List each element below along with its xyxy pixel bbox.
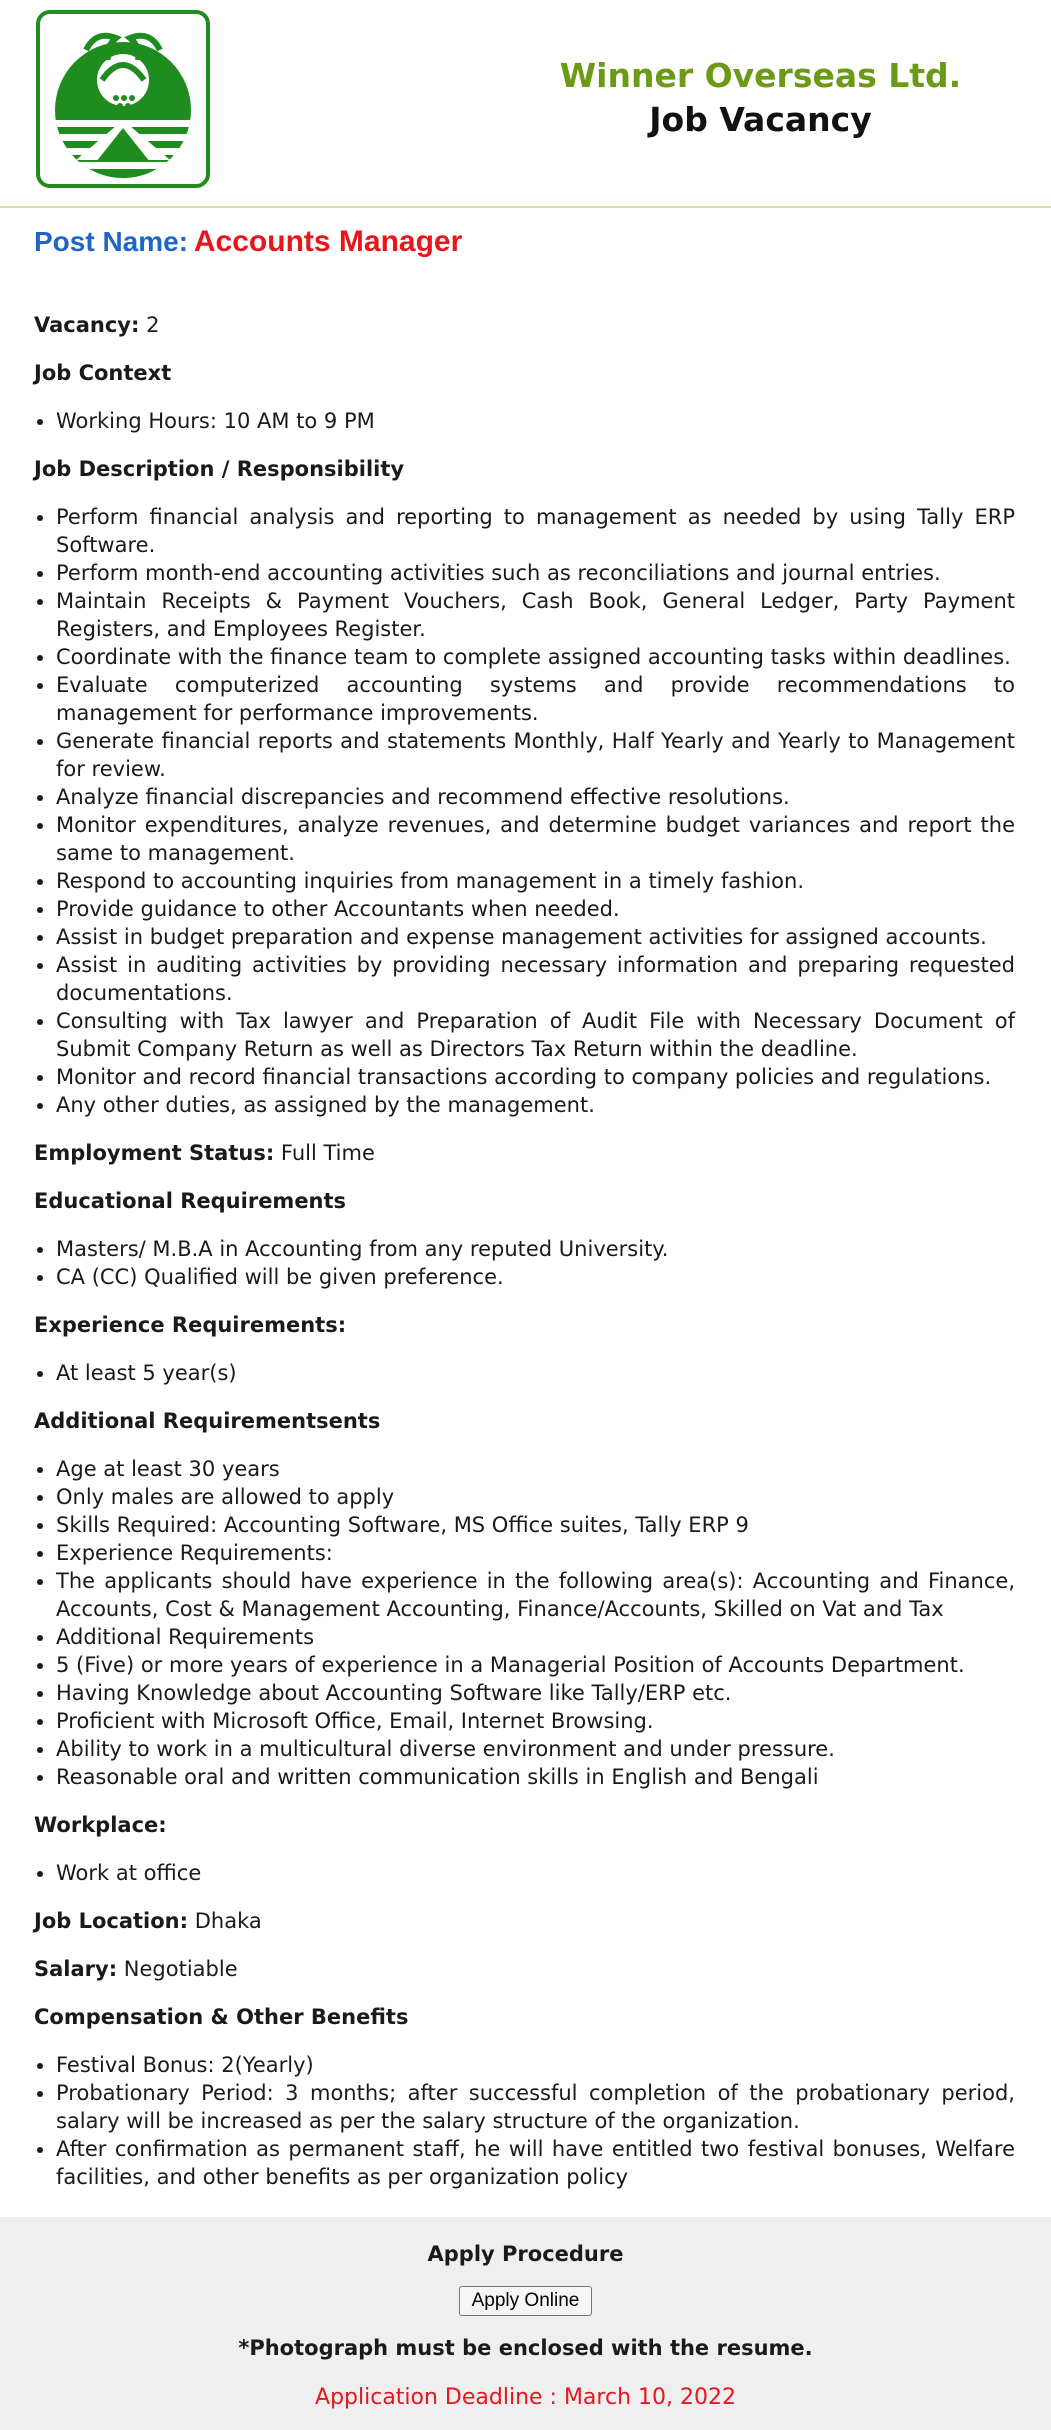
- list-item: • Evaluate computerized accounting systems and provide recommendations to management for performance improvements.: [56, 671, 1015, 727]
- page-header: [0, 0, 1051, 208]
- job-context-list: [34, 407, 1015, 435]
- company-logo-icon: [36, 10, 210, 188]
- salary-line: [34, 1955, 1015, 1983]
- list-item: • Probationary Period: 3 months; after successful completion of the probationary period, salary will be increased as per the salary structure of the organization.: [56, 2079, 1015, 2135]
- workplace-heading: Workplace:: [34, 1813, 167, 1837]
- list-item: • Masters/ M.B.A in Accounting from any reputed University.: [56, 1235, 1015, 1263]
- post-name: [34, 220, 1015, 267]
- apply-online-button[interactable]: Apply Online: [459, 2286, 593, 2316]
- list-item: • Work at office: [56, 1859, 1015, 1887]
- apply-procedure-heading: Apply Procedure: [427, 2242, 624, 2266]
- additional-heading: Additional Requirementsents: [34, 1409, 381, 1433]
- list-item: • Coordinate with the finance team to complete assigned accounting tasks within deadlines.: [56, 643, 1015, 671]
- list-item: • Respond to accounting inquiries from management in a timely fashion.: [56, 867, 1015, 895]
- list-item: • Monitor expenditures, analyze revenues, and determine budget variances and report the same to management.: [56, 811, 1015, 867]
- list-item: • Consulting with Tax lawyer and Preparation of Audit File with Necessary Document of Submit Company Return as well as Directors Tax Return within the deadline.: [56, 1007, 1015, 1063]
- job-location-label: Job Location:: [34, 1909, 189, 1933]
- salary-value: Negotiable: [123, 1957, 238, 1981]
- list-item: • Analyze financial discrepancies and recommend effective resolutions.: [56, 783, 1015, 811]
- list-item: • Reasonable oral and written communication skills in English and Bengali: [56, 1763, 1015, 1791]
- benefits-list: [34, 2051, 1015, 2191]
- vacancy-value: 2: [146, 313, 160, 337]
- list-item: • CA (CC) Qualified will be given preference.: [56, 1263, 1015, 1291]
- list-item: • 5 (Five) or more years of experience in a Managerial Position of Accounts Department.: [56, 1651, 1015, 1679]
- vacancy-label: Vacancy:: [34, 313, 140, 337]
- employment-status-line: [34, 1139, 1015, 1167]
- list-item: • Age at least 30 years: [56, 1455, 1015, 1483]
- job-location-value: Dhaka: [194, 1909, 262, 1933]
- benefits-heading: Compensation & Other Benefits: [34, 2005, 409, 2029]
- list-item: • Assist in auditing activities by providing necessary information and preparing requested documentations.: [56, 951, 1015, 1007]
- list-item: • At least 5 year(s): [56, 1359, 1015, 1387]
- job-details: [34, 220, 1015, 2191]
- post-name-label: Post Name:: [34, 226, 189, 257]
- experience-heading: Experience Requirements:: [34, 1313, 347, 1337]
- list-item: • Experience Requirements:: [56, 1539, 1015, 1567]
- list-item: • Perform month-end accounting activities such as reconciliations and journal entries.: [56, 559, 1015, 587]
- list-item: • Ability to work in a multicultural diverse environment and under pressure.: [56, 1735, 1015, 1763]
- list-item: • Any other duties, as assigned by the management.: [56, 1091, 1015, 1119]
- vacancy-line: [34, 311, 1015, 339]
- application-deadline: Application Deadline : March 10, 2022: [315, 2385, 736, 2410]
- responsibility-list: [34, 503, 1015, 1119]
- education-list: [34, 1235, 1015, 1291]
- list-item: • Provide guidance to other Accountants when needed.: [56, 895, 1015, 923]
- workplace-list: [34, 1859, 1015, 1887]
- list-item: • Proficient with Microsoft Office, Email, Internet Browsing.: [56, 1707, 1015, 1735]
- list-item: • Perform financial analysis and reporting to management as needed by using Tally ERP Software.: [56, 503, 1015, 559]
- list-item: • Additional Requirements: [56, 1623, 1015, 1651]
- job-context-heading: Job Context: [34, 361, 172, 385]
- salary-label: Salary:: [34, 1957, 118, 1981]
- company-name: Winner Overseas Ltd.: [559, 56, 962, 95]
- list-item: • After confirmation as permanent staff, he will have entitled two festival bonuses, Welfare facilities, and other benefits as per organization policy: [56, 2135, 1015, 2191]
- experience-list: [34, 1359, 1015, 1387]
- list-item: • Maintain Receipts & Payment Vouchers, Cash Book, General Ledger, Party Payment Registers, and Employees Register.: [56, 587, 1015, 643]
- list-item: • The applicants should have experience in the following area(s): Accounting and Finance, Accounts, Cost & Management Accounting, Finance/Accounts, Skilled on Vat and Tax: [56, 1567, 1015, 1623]
- list-item: • Having Knowledge about Accounting Software like Tally/ERP etc.: [56, 1679, 1015, 1707]
- additional-list: [34, 1455, 1015, 1791]
- education-heading: Educational Requirements: [34, 1189, 347, 1213]
- list-item: • Only males are allowed to apply: [56, 1483, 1015, 1511]
- employment-status-value: Full Time: [280, 1141, 375, 1165]
- job-location-line: [34, 1907, 1015, 1935]
- photograph-note: *Photograph must be enclosed with the resume.: [238, 2336, 813, 2360]
- list-item: • Assist in budget preparation and expense management activities for assigned accounts.: [56, 923, 1015, 951]
- list-item: • Monitor and record financial transactions according to company policies and regulations.: [56, 1063, 1015, 1091]
- list-item: • Generate financial reports and statements Monthly, Half Yearly and Yearly to Management for review.: [56, 727, 1015, 783]
- page-title: Job Vacancy: [649, 100, 872, 139]
- list-item: • Festival Bonus: 2(Yearly): [56, 2051, 1015, 2079]
- post-name-value: Accounts Manager: [193, 225, 463, 258]
- employment-status-label: Employment Status:: [34, 1141, 275, 1165]
- header-text: [470, 54, 1051, 142]
- list-item: • Skills Required: Accounting Software, MS Office suites, Tally ERP 9: [56, 1511, 1015, 1539]
- apply-section: [0, 2217, 1051, 2430]
- list-item: • Working Hours: 10 AM to 9 PM: [56, 407, 1015, 435]
- responsibility-heading: Job Description / Responsibility: [34, 457, 405, 481]
